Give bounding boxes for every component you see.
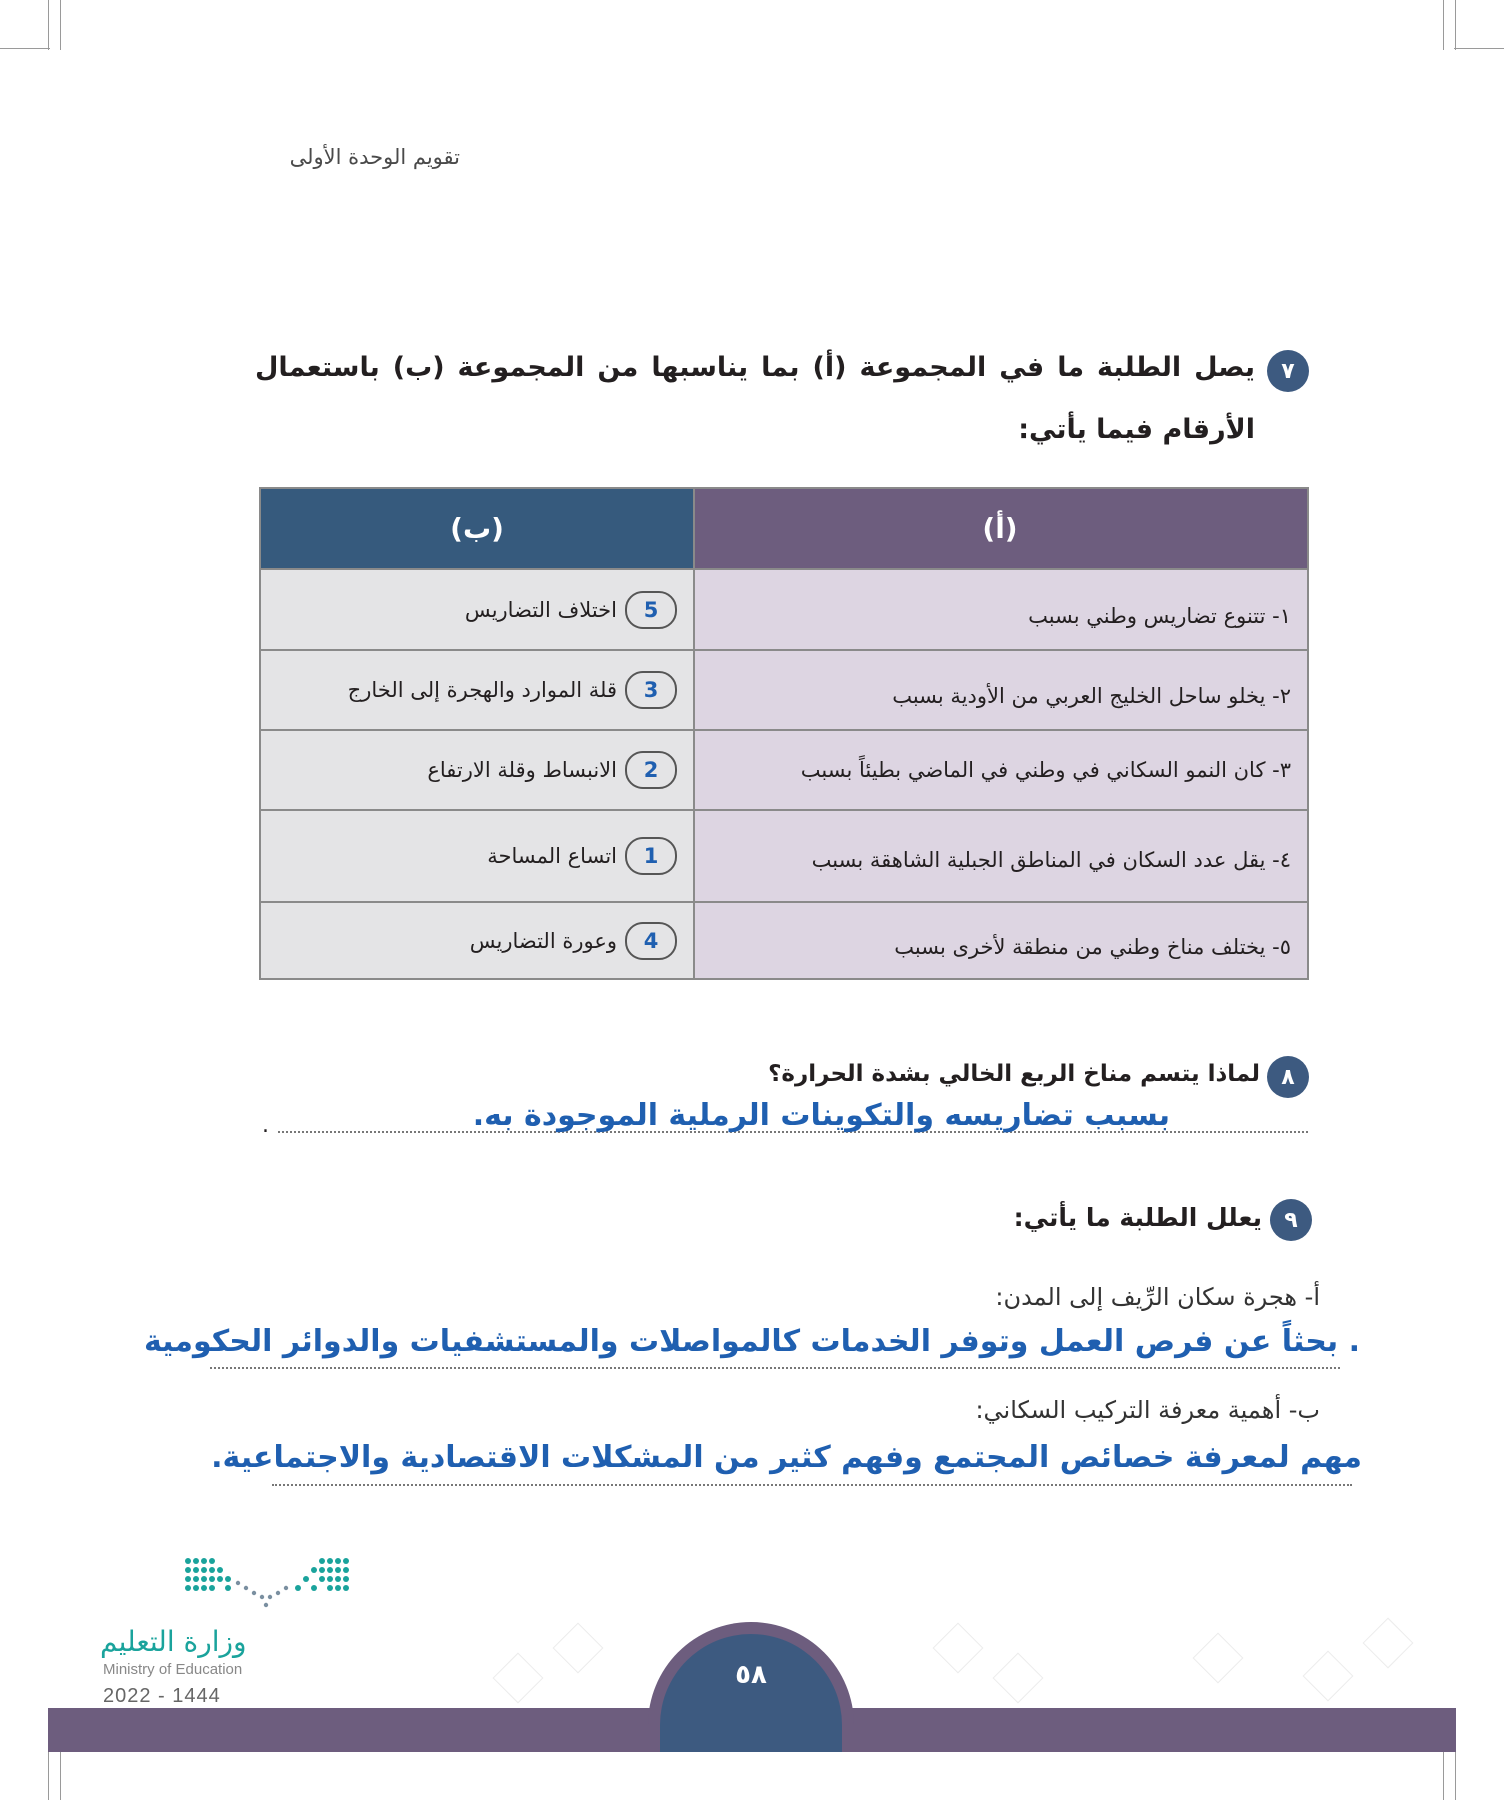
question-9b-answer[interactable]: مهم لمعرفة خصائص المجتمع وفهم كثير من المشكلات الاقتصادية والاجتماعية. bbox=[211, 1440, 1362, 1475]
cell-text: قلة الموارد والهجرة إلى الخارج bbox=[347, 678, 617, 702]
unit-review-title: تقويم الوحدة الأولى bbox=[289, 145, 460, 169]
cell-text: اختلاف التضاريس bbox=[464, 597, 617, 622]
table-row-b bbox=[261, 568, 693, 649]
question-9-badge: ٩ bbox=[1270, 1199, 1312, 1241]
table-row-a: ٤- يقل عدد السكان في المناطق الجبلية الشاهقة بسبب bbox=[693, 809, 1307, 901]
cell-text: وعورة التضاريس bbox=[469, 928, 617, 953]
matching-table bbox=[259, 487, 1309, 980]
question-7-text-line2: الأرقام فيما يأتي: bbox=[1018, 414, 1255, 445]
table-row-b bbox=[261, 809, 693, 901]
decorative-diamond bbox=[493, 1653, 544, 1704]
answer-number: 5 bbox=[625, 591, 677, 629]
crop-mark bbox=[1455, 1752, 1456, 1800]
answer-number: 2 bbox=[625, 751, 677, 789]
table-row-b bbox=[261, 729, 693, 809]
table-row-a: ٢- يخلو ساحل الخليج العربي من الأودية بسبب bbox=[693, 649, 1307, 729]
table-row-b bbox=[261, 649, 693, 729]
crop-mark bbox=[1454, 48, 1504, 49]
cell-text: الانبساط وقلة الارتفاع bbox=[427, 758, 617, 782]
crop-mark bbox=[1443, 1752, 1444, 1800]
decorative-diamond bbox=[553, 1623, 604, 1674]
question-7-badge: ٧ bbox=[1267, 350, 1309, 392]
question-8-text: لماذا يتسم مناخ الربع الخالي بشدة الحرارة؟ bbox=[768, 1061, 1260, 1087]
crop-mark bbox=[0, 48, 50, 49]
question-9a-answer[interactable]: . بحثاً عن فرص العمل وتوفر الخدمات كالمواصلات والمستشفيات والدوائر الحكومية bbox=[143, 1324, 1360, 1359]
crop-mark bbox=[60, 1752, 61, 1800]
question-8-answer[interactable]: بسبب تضاريسه والتكوينات الرملية الموجودة به. bbox=[472, 1098, 1170, 1133]
cell-text: اتساع المساحة bbox=[487, 844, 617, 868]
edition-year: 2022 - 1444 bbox=[103, 1685, 221, 1707]
question-9-text: يعلل الطلبة ما يأتي: bbox=[1013, 1203, 1262, 1232]
ministry-name-ar: وزارة التعليم bbox=[100, 1625, 247, 1658]
crop-mark bbox=[48, 0, 49, 50]
answer-number: 3 bbox=[625, 671, 677, 709]
column-a bbox=[693, 489, 1307, 978]
decorative-diamond bbox=[1363, 1618, 1414, 1669]
table-row-b bbox=[261, 901, 693, 978]
decorative-diamond bbox=[1193, 1633, 1244, 1684]
crop-mark bbox=[60, 0, 61, 50]
column-divider bbox=[693, 489, 695, 978]
ministry-logo-icon bbox=[180, 1555, 355, 1615]
answer-number: 4 bbox=[625, 922, 677, 960]
table-row-a: ١- تتنوع تضاريس وطني بسبب bbox=[693, 568, 1307, 649]
answer-line bbox=[210, 1367, 1340, 1369]
question-9a-label: أ- هجرة سكان الرِّيف إلى المدن: bbox=[995, 1283, 1320, 1311]
question-8-end-dot: . bbox=[262, 1113, 269, 1138]
decorative-diamond bbox=[933, 1623, 984, 1674]
ministry-name-en: Ministry of Education bbox=[103, 1661, 243, 1678]
answer-number: 1 bbox=[625, 837, 677, 875]
table-row-a: ٥- يختلف مناخ وطني من منطقة لأخرى بسبب bbox=[693, 901, 1307, 978]
column-b-header: (ب) bbox=[261, 489, 693, 568]
decorative-diamond bbox=[993, 1653, 1044, 1704]
decorative-diamond bbox=[1303, 1651, 1354, 1702]
crop-mark bbox=[1455, 0, 1456, 50]
question-7-text-line1: يصل الطلبة ما في المجموعة (أ) بما يناسبها من المجموعة (ب) باستعمال bbox=[255, 352, 1255, 383]
page-number: ٥٨ bbox=[735, 1660, 767, 1690]
question-8-badge: ٨ bbox=[1267, 1056, 1309, 1098]
crop-mark bbox=[48, 1752, 49, 1800]
question-9b-label: ب- أهمية معرفة التركيب السكاني: bbox=[975, 1396, 1320, 1424]
column-b bbox=[261, 489, 693, 978]
answer-line bbox=[272, 1484, 1352, 1486]
column-a-header: (أ) bbox=[693, 489, 1307, 568]
crop-mark bbox=[1443, 0, 1444, 50]
table-row-a: ٣- كان النمو السكاني في وطني في الماضي بطيئاً بسبب bbox=[693, 729, 1307, 809]
